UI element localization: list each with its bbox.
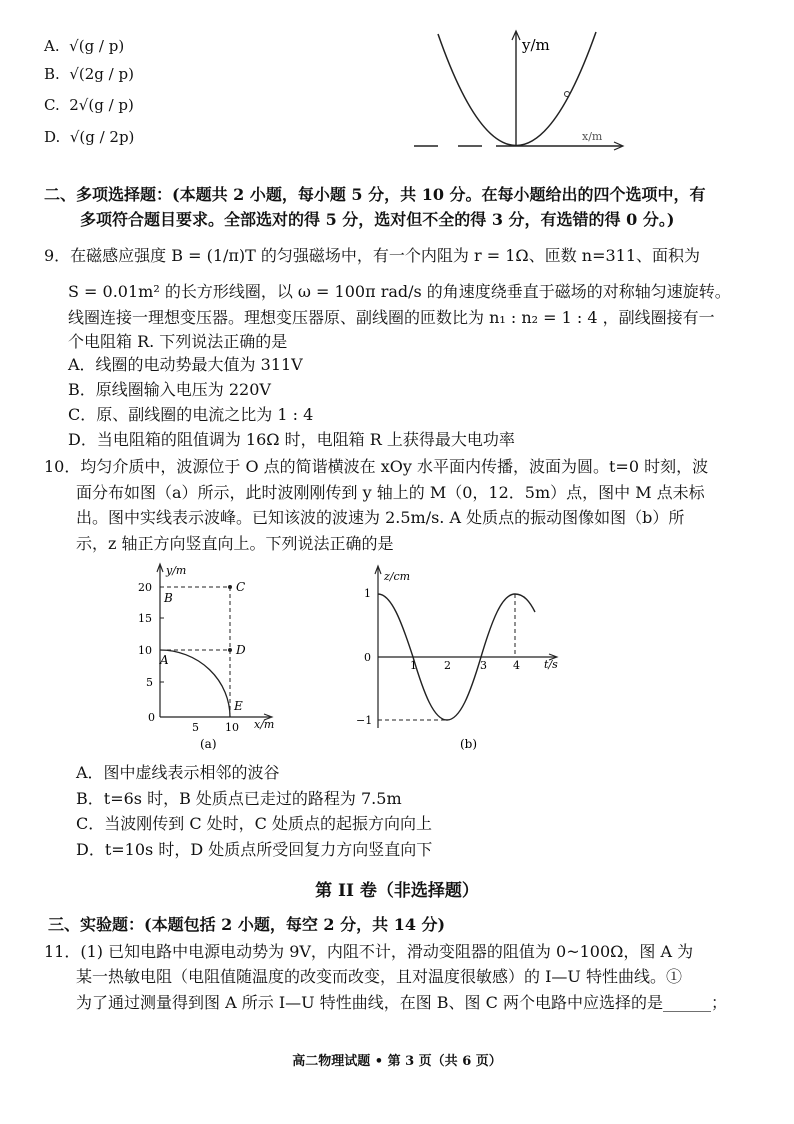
fig-b-xlabel: t/s: [544, 658, 558, 671]
q10-option-b: B．t=6s 时，B 处质点已走过的路程为 7.5m: [76, 789, 402, 808]
fig-a-label-e: E: [234, 699, 243, 713]
fig-a-point-d: [228, 648, 232, 652]
fig-b-xtick-1: 1: [410, 659, 417, 672]
q9-line3: 线圈连接一理想变压器。理想变压器原、副线圈的匝数比为 n₁ : n₂ = 1 : 4 ，副线圈接有一: [68, 308, 715, 327]
q8-xlabel: x/m: [582, 130, 603, 143]
fig-a-caption: (a): [200, 737, 217, 751]
q11-line2: 某一热敏电阻（电阻值随温度的改变而改变，且对温度很敏感）的 I—U 特性曲线。①: [76, 967, 682, 986]
fig-b-xtick-2: 2: [444, 659, 451, 672]
fig-b-caption: (b): [460, 737, 478, 751]
fig-a-ytick-20: 20: [138, 581, 152, 594]
q8-curve-point: [565, 92, 570, 97]
part2-title: 第 II 卷（非选择题）: [315, 881, 479, 901]
q8-ylabel: y/m: [522, 36, 550, 54]
section2-heading-line1: 二、多项选择题：(本题共 2 小题，每小题 5 分，共 10 分。在每小题给出的四个选项中，有: [44, 185, 706, 204]
q8-option-d: D. √(g / 2p): [44, 128, 135, 146]
q10-line1: 10．均匀介质中，波源位于 O 点的简谐横波在 xOy 水平面内传播，波面为圆。t=0 时刻，波: [44, 457, 709, 476]
fig-a-ytick-15: 15: [138, 612, 152, 625]
q10-option-d: D．t=10s 时，D 处质点所受回复力方向竖直向下: [76, 840, 433, 859]
fig-b-ytick-0: 0: [364, 651, 371, 664]
q8-option-c: C. 2√(g / p): [44, 96, 134, 114]
fig-a-ylabel: y/m: [166, 564, 187, 577]
q9-line4: 个电阻箱 R. 下列说法正确的是: [68, 332, 288, 351]
q9-option-c: C．原、副线圈的电流之比为 1 : 4: [68, 405, 314, 424]
q8-option-a: A. √(g / p): [44, 37, 125, 55]
section3-heading: 三、实验题：(本题包括 2 小题，每空 2 分，共 14 分): [48, 915, 446, 934]
page-footer: 高二物理试题 • 第 3 页（共 6 页）: [292, 1054, 502, 1069]
fig-a-label-d: D: [236, 643, 246, 657]
q9-line2: S = 0.01m² 的长方形线圈，以 ω = 100π rad/s 的角速度绕垂直于磁场的对称轴匀速旋转。: [68, 282, 731, 301]
q9-line1: 9．在磁感应强度 B = (1/π)T 的匀强磁场中，有一个内阻为 r = 1Ω、匝数 n=311、面积为: [44, 246, 701, 265]
fig-b-ytick-neg1: −1: [356, 714, 373, 727]
q9-option-d: D．当电阻箱的阻值调为 16Ω 时，电阻箱 R 上获得最大电功率: [68, 430, 515, 449]
q9-option-a: A．线圈的电动势最大值为 311V: [68, 355, 303, 374]
q10-option-c: C．当波刚传到 C 处时，C 处质点的起振方向向上: [76, 814, 432, 833]
fig-a-origin: 0: [148, 711, 155, 724]
q11-line1: 11．(1) 已知电路中电源电动势为 9V，内阻不计，滑动变阻器的阻值为 0~100Ω，图 A 为: [44, 942, 694, 961]
q10-option-a: A．图中虚线表示相邻的波谷: [76, 763, 280, 782]
fig-a-ytick-5: 5: [146, 676, 153, 689]
q10-line3: 出。图中实线表示波峰。已知该波的波速为 2.5m/s. A 处质点的振动图像如图（b）所: [76, 508, 685, 527]
fig-a-xtick-10: 10: [225, 721, 239, 734]
fig-b-ytick-1: 1: [364, 587, 371, 600]
figure-a: [134, 560, 294, 755]
q8-parabola-curve: [438, 32, 596, 146]
fig-a-ytick-10: 10: [138, 644, 152, 657]
fig-b-ylabel: z/cm: [384, 570, 411, 583]
fig-a-wave-crest-arc: [160, 650, 230, 717]
q8-parabola-figure: [400, 28, 640, 158]
figure-b: [334, 560, 564, 755]
fig-b-xtick-3: 3: [480, 659, 487, 672]
fig-a-point-c: [228, 585, 232, 589]
q10-line2: 面分布如图（a）所示，此时波刚刚传到 y 轴上的 M（0，12．5m）点，图中 M 点未标: [76, 483, 705, 502]
fig-a-xlabel: x/m: [254, 718, 275, 731]
fig-a-label-b: B: [164, 591, 173, 605]
fig-a-label-c: C: [236, 580, 246, 594]
q8-option-b: B. √(2g / p): [44, 65, 134, 83]
section2-heading-line2: 多项符合题目要求。全部选对的得 5 分，选对但不全的得 3 分，有选错的得 0 分。): [80, 210, 675, 229]
fig-a-xtick-5: 5: [192, 721, 199, 734]
fig-b-xtick-4: 4: [513, 659, 520, 672]
fig-a-label-a: A: [160, 653, 169, 667]
q9-option-b: B．原线圈输入电压为 220V: [68, 380, 271, 399]
q11-line3: 为了通过测量得到图 A 所示 I—U 特性曲线，在图 B、图 C 两个电路中应选择的是______；: [76, 993, 727, 1012]
q10-line4: 示，z 轴正方向竖直向上。下列说法正确的是: [76, 534, 394, 553]
